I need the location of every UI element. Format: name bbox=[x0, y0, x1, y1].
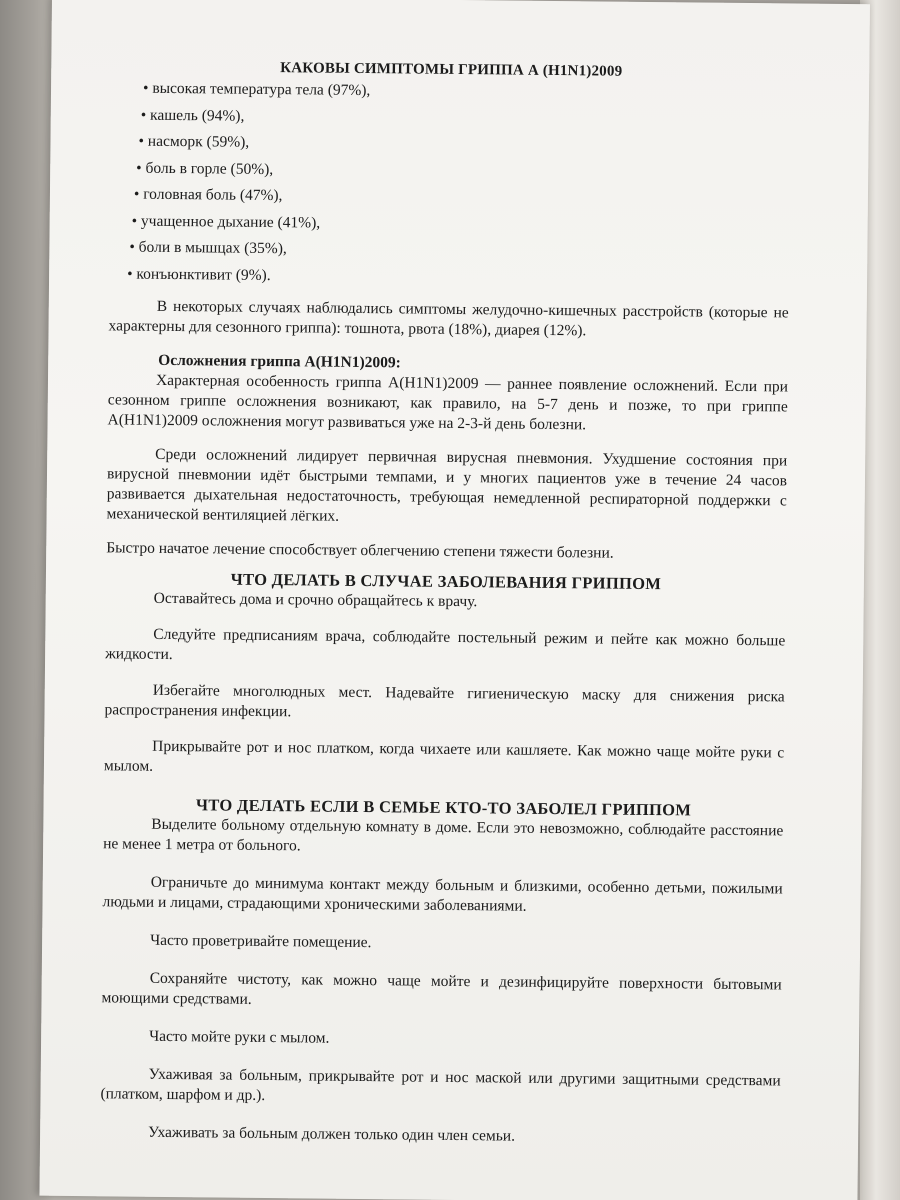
advice-paragraph: Часто мойте руки с мылом. bbox=[149, 1027, 330, 1047]
advice-paragraph: Ухаживая за больным, прикрывайте рот и нос маской или другими защитными средствами (платком, шарфом и др.). bbox=[100, 1065, 781, 1105]
symptom-text: • боль в горле (50%), bbox=[136, 159, 273, 177]
gastro-paragraph: В некоторых случаях наблюдались симптомы желудочно-кишечных расстройств (которые не характерны для сезонного гриппа): тошнота, рвота (18%), диарея (12%). bbox=[108, 297, 789, 340]
document-title: КАКОВЫ СИМПТОМЫ ГРИППА А (Н1N1)2009 bbox=[280, 60, 623, 80]
advice-paragraph: Оставайтесь дома и срочно обращайтесь к врачу. bbox=[153, 589, 478, 611]
symptom-text: • высокая температура тела (97%), bbox=[143, 80, 370, 99]
symptom-text: • учащенное дыхание (41%), bbox=[132, 212, 321, 231]
symptom-text: • кашель (94%), bbox=[141, 106, 245, 124]
section-heading-family: ЧТО ДЕЛАТЬ ЕСЛИ В СЕМЬЕ КТО-ТО ЗАБОЛЕЛ ГРИППОМ bbox=[195, 795, 692, 820]
paper-sheet bbox=[39, 0, 870, 1200]
advice-paragraph: Ограничьте до минимума контакт между больным и близкими, особенно детьми, пожилыми людьми и лицами, страдающими хроническими заболеваниями. bbox=[102, 873, 783, 915]
symptom-text: • головная боль (47%), bbox=[134, 186, 283, 205]
symptom-text: • насморк (59%), bbox=[138, 133, 249, 151]
document-content bbox=[100, 56, 791, 1149]
advice-paragraph: Часто проветривайте помещение. bbox=[150, 931, 372, 952]
section-heading-sick: ЧТО ДЕЛАТЬ В СЛУЧАЕ ЗАБОЛЕВАНИЯ ГРИППОМ bbox=[230, 569, 662, 594]
complications-paragraph: Характерная особенность гриппа А(Н1N1)2009 — раннее появление осложнений. Если при сезонном гриппе осложнения возникают, как правило, на 5-7 день и позже, то при гриппе А(Н1N1)2009 осложнения могут развиваться уже на 2-3-й день болезни. bbox=[107, 371, 789, 434]
symptom-text: • боли в мышцах (35%), bbox=[129, 239, 287, 258]
advice-paragraph: Ухаживать за больным должен только один член семьи. bbox=[148, 1123, 516, 1145]
complications-heading: Осложнения гриппа А(Н1N1)2009: bbox=[158, 351, 401, 372]
advice-paragraph: Избегайте многолюдных мест. Надевайте гигиеническую маску для снижения риска распространения инфекции. bbox=[104, 681, 785, 721]
complications-paragraph: Среди осложнений лидирует первичная вирусная пневмония. Ухудшение состояния при вирусной пневмонии идёт быстрыми темпами, и у многих пациентов уже в течение 24 часов развивается дыхательная недостаточность, требующая немедленной респираторной поддержки с механической вентиляцией лёгких. bbox=[106, 445, 788, 525]
advice-paragraph: Следуйте предписаниям врача, соблюдайте постельный режим и пейте как можно больше жидкости. bbox=[105, 625, 786, 664]
advice-paragraph: Выделите больному отдельную комнату в доме. Если это невозможно, соблюдайте расстояние не менее 1 метра от больного. bbox=[103, 815, 784, 855]
advice-paragraph: Прикрывайте рот и нос платком, когда чихаете или кашляете. Как можно чаще мойте руки с мылом. bbox=[103, 737, 785, 775]
symptoms-list bbox=[109, 78, 791, 297]
advice-paragraph: Сохраняйте чистоту, как можно чаще мойте и дезинфицируйте поверхности бытовыми моющими средствами. bbox=[101, 969, 782, 1008]
symptom-text: • конъюнктивит (9%). bbox=[127, 265, 271, 284]
complications-paragraph: Быстро начатое лечение способствует облегчению степени тяжести болезни. bbox=[106, 539, 614, 562]
